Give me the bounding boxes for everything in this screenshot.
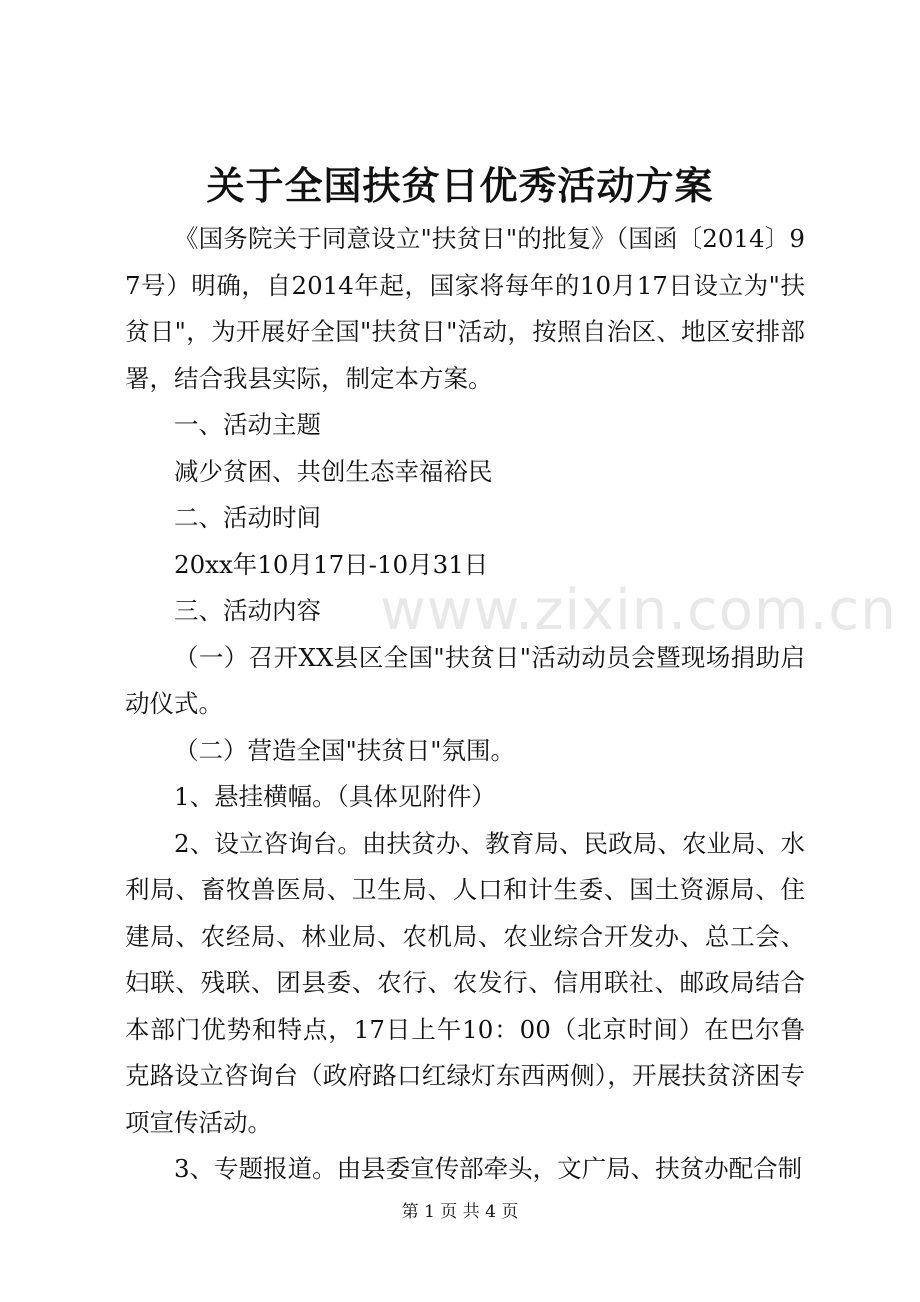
sub-item-reports: 3、专题报道。由县委宣传部牵头，文广局、扶贫办配合制	[174, 1154, 803, 1183]
section-heading-time: 二、活动时间	[174, 503, 321, 532]
theme-text: 减少贫困、共创生态幸福裕民	[174, 456, 493, 486]
sub-item-banners: 1、悬挂横幅。（具体见附件）	[174, 782, 496, 811]
section-heading-theme: 一、活动主题	[174, 410, 321, 439]
content-item-1: （一）召开XX县区全国"扶贫日"活动动员会暨现场捐助启动仪式。	[125, 642, 805, 718]
time-text: 20xx年10月17日-10月31日	[174, 549, 489, 579]
content-item-2: （二）营造全国"扶贫日"氛围。	[174, 735, 516, 765]
watermark: www.zixin.com.cn	[380, 578, 897, 643]
document-title: 关于全国扶贫日优秀活动方案	[206, 163, 714, 208]
section-heading-content: 三、活动内容	[174, 596, 321, 625]
intro-paragraph: 《国务院关于同意设立"扶贫日"的批复》（国函〔2014〕97号）明确，自2014年起，国家将每年的10月17日设立为"扶贫日"，为开展好全国"扶贫日"活动，按照自治区、地区安排部署，结合我县实际，制定本方案。	[125, 224, 805, 393]
page-footer: 第 1 页 共 4 页	[401, 1202, 519, 1222]
sub-item-consultation: 2、设立咨询台。由扶贫办、教育局、民政局、农业局、水利局、畜牧兽医局、卫生局、人口和计生委、国土资源局、住建局、农经局、林业局、农机局、农业综合开发办、总工会、妇联、残联、团县委、农行、农发行、信用联社、邮政局结合本部门优势和特点，17日上午10：00（北京时间）在巴尔鲁克路设立咨询台（政府路口红绿灯东西两侧），开展扶贫济困专项宣传活动。	[125, 828, 805, 1137]
document-body	[125, 216, 805, 1193]
